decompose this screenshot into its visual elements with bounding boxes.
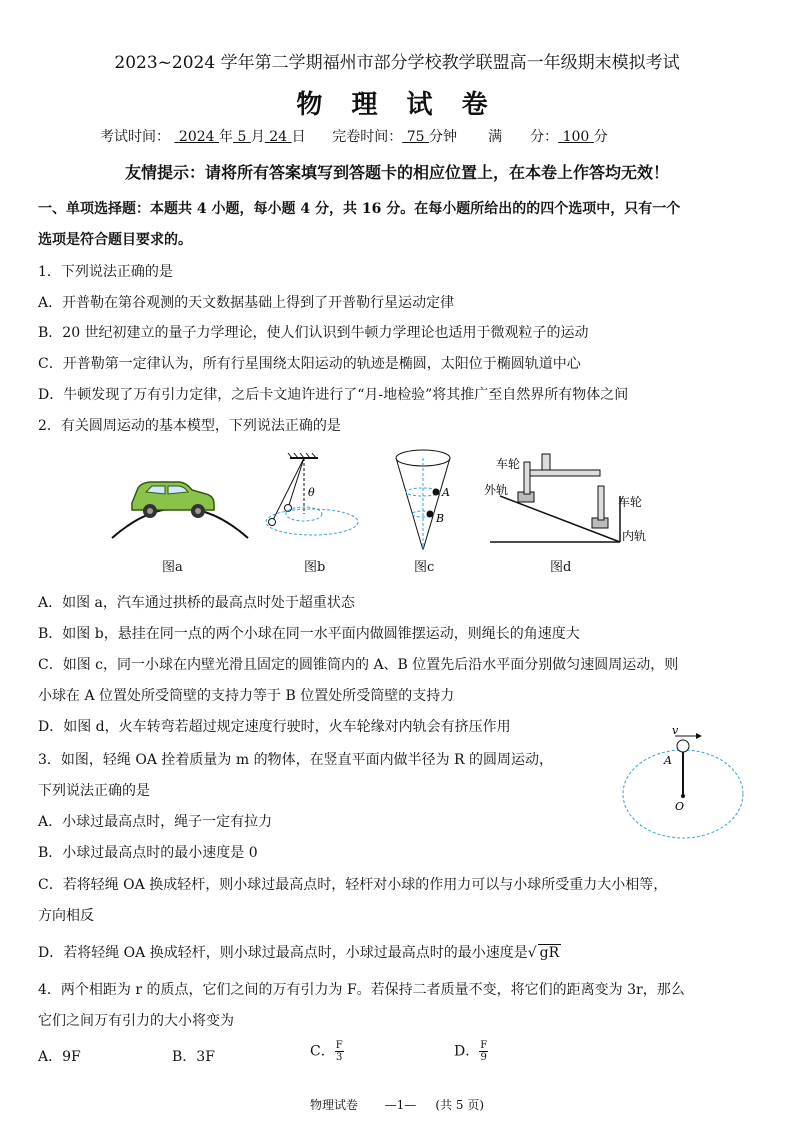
q4-stem: 4．两个相距为 r 的质点，它们之间的万有引力为 F。若保持二者质量不变，将它们的距离变为 3r，那么 — [38, 982, 685, 998]
figure-d-label: 图d — [550, 560, 572, 575]
q3-option-c-cont: 方向相反 — [38, 908, 94, 924]
q3-option-d — [38, 942, 561, 962]
figure-q3-vertical-circle — [620, 724, 750, 840]
figure-a-label: 图a — [162, 560, 183, 575]
duration-suffix: 分钟 — [429, 129, 457, 145]
q3-stem-cont: 下列说法正确的是 — [38, 783, 150, 799]
point-b-label: B — [436, 512, 445, 525]
q4-option-c — [310, 1040, 344, 1063]
q3-option-d-sqrt: gR — [539, 945, 560, 961]
exam-year: 2024 — [178, 129, 215, 145]
q1-stem: 1．下列说法正确的是 — [38, 264, 173, 280]
theta-label: θ — [308, 486, 315, 499]
q4-option-d-prefix: D． — [454, 1043, 480, 1060]
page-footer — [0, 1096, 794, 1113]
q3-option-c: C．若将轻绳 OA 换成轻杆，则小球过最高点时，轻杆对小球的作用力可以与小球所受重力大小相等， — [38, 877, 668, 893]
wheel-top-label: 车轮 — [496, 457, 521, 471]
q2-option-a: A．如图 a，汽车通过拱桥的最高点时处于超重状态 — [38, 595, 355, 611]
exam-day: 24 — [269, 129, 288, 145]
duration-label: 完卷时间： — [332, 129, 403, 145]
day-suffix: 日 — [291, 129, 306, 145]
exam-time-label: 考试时间： — [100, 129, 170, 145]
exam-meta — [100, 126, 608, 146]
q4-option-d-fraction: $\frac{F}{9}$ — [480, 1040, 488, 1063]
q4-option-c-prefix: C． — [310, 1043, 335, 1060]
footer-name: 物理试卷 — [309, 1098, 358, 1112]
duration-value: 75 — [406, 129, 425, 145]
section1-heading-cont: 选项是符合题目要求的。 — [38, 232, 192, 248]
footer-total: (共 5 页) — [435, 1098, 485, 1112]
q4-option-b: B．3F — [172, 1049, 215, 1065]
figure-d-banked-track — [480, 450, 650, 550]
footer-page: —1— — [384, 1098, 417, 1112]
q2-stem: 2．有关圆周运动的基本模型，下列说法正确的是 — [38, 418, 341, 434]
figure-a-car-bridge — [110, 458, 250, 548]
month-suffix: 月 — [250, 129, 265, 145]
point-a-label-q3: A — [664, 754, 672, 767]
q2-option-c-cont: 小球在 A 位置处所受筒壁的支持力等于 B 位置处所受筒壁的支持力 — [38, 688, 455, 704]
q4-option-a: A．9F — [38, 1049, 81, 1065]
q1-option-b: B．20 世纪初建立的量子力学理论，使人们认识到牛顿力学理论也适用于微观粒子的运动 — [38, 325, 589, 341]
q1-option-a: A．开普勒在第谷观测的天文数据基础上得到了开普勒行星运动定律 — [38, 295, 455, 311]
score-value: 100 — [562, 129, 590, 145]
score-label: 满 分： — [488, 129, 559, 145]
point-o-label: O — [675, 800, 685, 813]
q2-option-c: C．如图 c，同一小球在内壁光滑且固定的圆锥筒内的 A、B 位置先后沿水平面分别做匀速圆周运动，则 — [38, 657, 679, 673]
notice-tip: 友情提示：请将所有答案填写到答题卡的相应位置上，在本卷上作答均无效！ — [124, 163, 669, 182]
q4-option-d — [454, 1040, 488, 1063]
sqrt-icon: √ — [527, 945, 537, 961]
q1-option-d: D．牛顿发现了万有引力定律，之后卡文迪许进行了“月-地检验”将其推广至自然界所有物体之间 — [38, 387, 629, 403]
figure-b-label: 图b — [304, 560, 326, 575]
q3-stem: 3．如图，轻绳 OA 拴着质量为 m 的物体，在竖直平面内做半径为 R 的圆周运动， — [38, 752, 554, 768]
exam-month: 5 — [237, 129, 247, 145]
inner-rail-label: 内轨 — [622, 529, 647, 543]
section1-heading: 一、单项选择题：本题共 4 小题，每小题 4 分，共 16 分。在每小题所给出的的四个选项中，只有一个 — [38, 201, 681, 217]
figure-b-conical-pendulum — [262, 452, 382, 552]
point-a-label: A — [442, 486, 450, 499]
wheel-right-label: 车轮 — [618, 495, 643, 509]
q4-stem-cont: 它们之间万有引力的大小将变为 — [38, 1013, 234, 1029]
outer-rail-label: 外轨 — [484, 483, 509, 497]
q2-option-b: B．如图 b，悬挂在同一点的两个小球在同一水平面内做圆锥摆运动，则绳长的角速度大 — [38, 626, 580, 642]
car-icon — [132, 482, 214, 518]
q4-option-c-fraction: $\frac{F}{3}$ — [335, 1040, 343, 1063]
score-suffix: 分 — [593, 129, 608, 145]
exam-title: 2023~2024 学年第二学期福州市部分学校教学联盟高一年级期末模拟考试 — [114, 53, 680, 73]
velocity-label: v — [672, 724, 679, 737]
subject-title: 物 理 试 卷 — [296, 90, 498, 120]
year-suffix: 年 — [219, 129, 233, 145]
q2-option-d: D．如图 d，火车转弯若超过规定速度行驶时，火车轮缘对内轨会有挤压作用 — [38, 719, 511, 735]
q3-option-b: B．小球过最高点时的最小速度是 0 — [38, 845, 258, 861]
q3-option-a: A．小球过最高点时，绳子一定有拉力 — [38, 814, 273, 830]
q1-option-c: C．开普勒第一定律认为，所有行星围绕太阳运动的轨迹是椭圆，太阳位于椭圆轨道中心 — [38, 356, 581, 372]
figure-c-cone — [390, 446, 460, 556]
figure-c-label: 图c — [414, 560, 435, 575]
q3-option-d-text: D．若将轻绳 OA 换成轻杆，则小球过最高点时，小球过最高点时的最小速度是 — [38, 945, 528, 961]
